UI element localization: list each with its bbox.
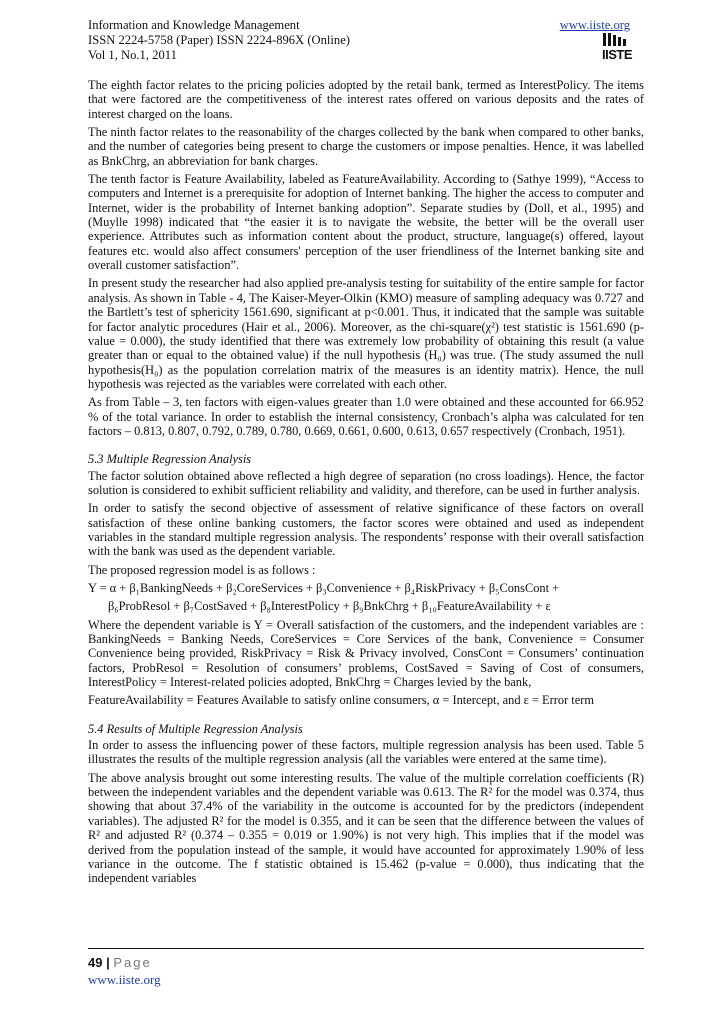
regression-equation-line-1: Y = α + β₁BankingNeeds + β₂CoreServices + β₃Convenience + β₄RiskPrivacy + β₅ConsCont + [88, 581, 560, 595]
paragraph-eigenvalues: As from Table – 3, ten factors with eigen-values greater than 1.0 were obtained and these accounted for 66.952 % of the total variance. In order to establish the internal consistency, Cronbach’s alpha was calculated for ten factors – 0.813, 0.807, 0.792, 0.789, 0.780, 0.669, 0.661, 0.600, 0.613, 0.657 respectively (Cronbach, 1951). [88, 395, 644, 438]
section-heading-5-4: 5.4 Results of Multiple Regression Analysis [88, 721, 303, 736]
paragraph-bank-charges: The ninth factor relates to the reasonability of the charges collected by the bank when compared to other banks, and the number of categories being present to charge the customers or impose penalties. Hence, it was labelled as BnkChrg, an abbreviation for bank charges. [88, 125, 644, 168]
page-number: 49 [88, 955, 103, 970]
footer-rule [88, 948, 644, 949]
iiste-logo [600, 33, 633, 62]
paragraph-regression-results-intro: In order to assess the influencing power of these factors, multiple regression analysis has been used. Table 5 illustrates the results of the multiple regression analysis (all the variables were entered at the same time). [88, 738, 644, 767]
page-header [88, 18, 644, 63]
paragraph-factor-solution: The factor solution obtained above reflected a high degree of separation (no cross loadings). Hence, the factor solution is considered to exhibit sufficient reliability and validity, and therefore, can be used in further analysis. [88, 468, 644, 497]
paragraph-pre-analysis: In present study the researcher had also applied pre-analysis testing for suitability of the entire sample for factor analysis. As shown in Table - 4, The Kaiser-Meyer-Olkin (KMO) measure of sampling adequacy was 0.727 and the Bartlett’s test of sphericity 1561.690, significant at p<0.001. Thus, it indicated that the sample was suitable for factor analytic procedures (Hair et al., 2006). Moreover, as the chi-square(χ²) test statistic is 1561.690 (p-value = 0.000), the study identified that there was extremely low probability of obtaining this result (a value greater than or equal to the obtained value) if the null hypothesis (H₀) was true. (The study assumed the null hypothesis(H₀) as the population correlation matrix of the measures is an identity matrix). Hence, the null hypothesis was rejected as the variables were correlated with each other. [88, 276, 644, 391]
page-footer [88, 948, 644, 988]
footer-website-link[interactable]: www.iiste.org [88, 972, 161, 987]
paragraph-variable-definitions: Where the dependent variable is Y = Overall satisfaction of the customers, and the independent variables are : BankingNeeds = Banking Needs, CoreServices = Core Services of the bank, Convenience = Consumer Convenience being provided, RiskPrivacy = Risk & Privacy involved, ConsCont = Consumers’ continuation factors, ProbResol = Resolution of consumers’ problems, CostSaved = Saving of Cost of consumers, InterestPolicy = Interest-related policies adopted, BnkChrg = Charges levied by the bank, [88, 617, 644, 690]
paragraph-regression-results: The above analysis brought out some interesting results. The value of the multiple correlation coefficients (R) between the independent variables and the dependent variable was 0.613. The R² for the model was 0.374, thus showing that about 37.4% of the variability in the outcome is accounted for by the predictors (independent variables). The adjusted R² for the model is 0.355, and it can be seen that the difference between the values of R² and adjusted R² (0.374 – 0.355 = 0.019 or 1.90%) is not very high. This implies that if the model was derived from the population instead of the sample, it would have accounted for approximately 1.90% of less variance in the outcome. The f statistic obtained is 15.462 (p-value = 0.000), thus indicating that the independent variables [88, 770, 644, 886]
paragraph-second-objective: In order to satisfy the second objective of assessment of relative significance of these factors on overall satisfaction of these online banking customers, the factor scores were obtained and used as independent variables in the standard multiple regression analysis. The respondents’ response with their overall satisfaction with the bank was used as the dependent variable. [88, 501, 644, 559]
section-heading-5-3: 5.3 Multiple Regression Analysis [88, 452, 252, 467]
logo-text: IISTE [602, 47, 633, 62]
page-label: Page [113, 955, 152, 970]
page-separator: | [102, 955, 114, 970]
paragraph-feature-availability: The tenth factor is Feature Availability, labeled as FeatureAvailability. According to (Sathye 1999), “Access to computers and Internet is a prerequisite for adoption of Internet banking. The higher the access to computer and Internet, wider is the probability of Internet banking adoption”. Separate studies by (Doll, et al., 1995) and (Muylle 1998) indicated that “the easier it is to navigate the website, the better will be the overall user experience. Attributes such as information content about the product, structure, language(s) offered, layout features etc. would also affect consumers' perception of the user friendliness of the Internet banking site and overall customer satisfaction”. [88, 172, 644, 273]
journal-title: Information and Knowledge Management [88, 18, 300, 32]
paragraph-model-intro: The proposed regression model is as follows : [88, 562, 316, 577]
regression-equation-line-2: β₆ProbResol + β₇CostSaved + β₈InterestPolicy + β₉BnkChrg + β₁₀FeatureAvailability + ε [108, 599, 551, 614]
paragraph-interest-policy: The eighth factor relates to the pricing policies adopted by the retail bank, termed as InterestPolicy. The items that were factored are the competitiveness of the interest rates offered on various deposits and the rates of interest charged on the loans. [88, 78, 644, 121]
volume-line: Vol 1, No.1, 2011 [88, 48, 177, 62]
journal-website-link[interactable]: www.iiste.org [559, 18, 630, 32]
paragraph-variable-definitions-end: FeatureAvailability = Features Available to satisfy online consumers, α = Intercept, and ε = Error term [88, 693, 594, 708]
page-number-line [88, 955, 644, 970]
issn-line: ISSN 2224-5758 (Paper) ISSN 2224-896X (Online) [88, 33, 350, 47]
article-body [88, 78, 644, 890]
